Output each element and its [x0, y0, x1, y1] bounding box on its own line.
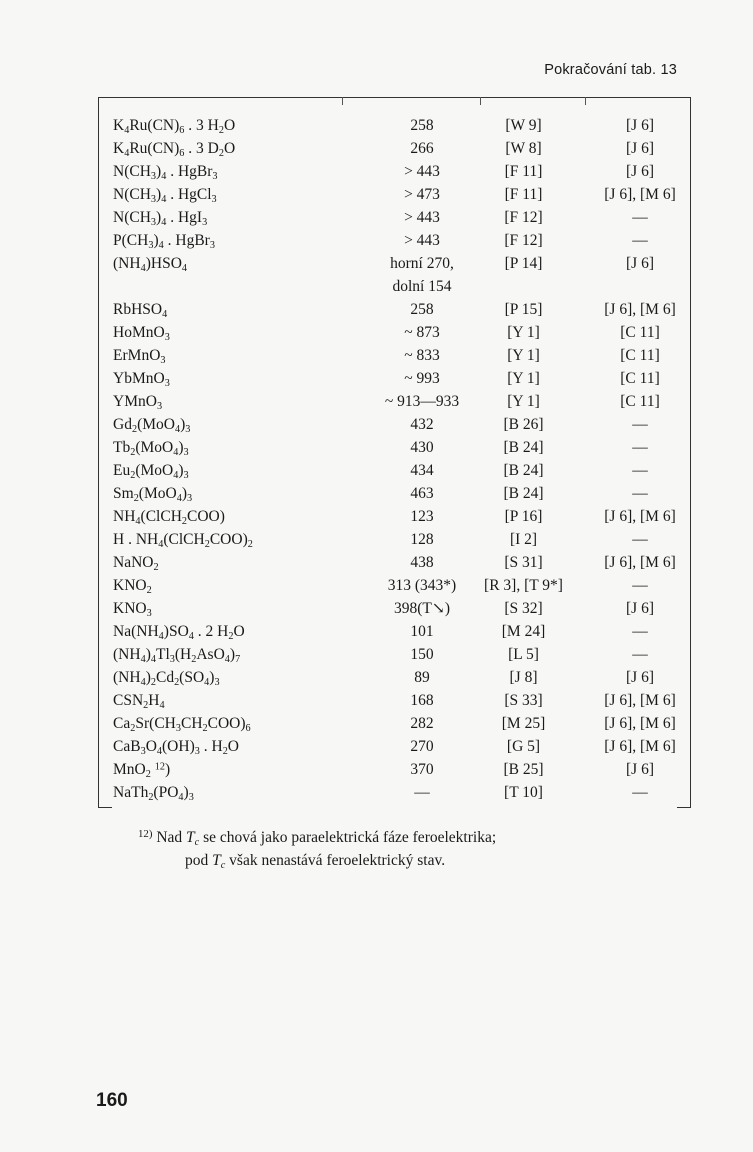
cell-reference: [G 5] — [506, 738, 541, 755]
cell-curie-temperature: 101 — [410, 623, 434, 640]
cell-reference: [J 8] — [509, 669, 538, 686]
cell-formula: $Gd_2(MoO_4)_3$ — [113, 416, 191, 436]
cell-reference: [W 8] — [505, 140, 542, 157]
cell-curie-temperature: ~ 913—933 — [384, 393, 460, 410]
table-row — [0, 735, 753, 758]
table-row — [0, 666, 753, 689]
cell-curie-temperature: 434 — [410, 462, 434, 479]
footnote-text-1: Nad $T_c$ se chová jako paraelektrická fáze feroelektrika; — [156, 829, 497, 849]
cell-formula: $(NH_4)_4Tl_3(H_2AsO_4)_7$ — [113, 646, 241, 666]
cell-formula: $(NH_4)HSO_4$ — [113, 255, 187, 275]
cell-curie-temperature: 258 — [410, 117, 434, 134]
cell-formula: H . $NH_4(ClCH_2COO)_2$ — [113, 531, 253, 551]
cell-curie-temperature: — — [414, 784, 430, 801]
table-frame-corner-left — [98, 807, 112, 808]
table-row — [0, 482, 753, 505]
cell-reference: [F 12] — [504, 232, 543, 249]
table-row — [0, 505, 753, 528]
cell-reference-secondary: [C 11] — [620, 370, 660, 387]
cell-formula: $P(CH_3)_4$ . HgBr$_3$ — [113, 232, 215, 252]
cell-reference: [B 26] — [503, 416, 544, 433]
cell-curie-temperature: 432 — [410, 416, 434, 433]
cell-reference: [M 25] — [501, 715, 546, 732]
footnote-mark: 12) — [138, 828, 153, 841]
cell-formula: $NaTh_2(PO_4)_3$ — [113, 784, 194, 804]
table-row — [0, 689, 753, 712]
table-row — [0, 183, 753, 206]
cell-curie-temperature: 128 — [410, 531, 434, 548]
cell-formula: RbHSO$_4$ — [113, 301, 168, 321]
footnote — [138, 826, 496, 872]
table-row — [0, 229, 753, 252]
cell-reference: [S 33] — [504, 692, 543, 709]
table-row — [0, 551, 753, 574]
cell-reference-secondary: — — [632, 485, 648, 502]
cell-reference-secondary: [C 11] — [620, 393, 660, 410]
cell-formula: MnO$_2$ $^{12}$) — [113, 761, 171, 781]
cell-curie-temperature: 266 — [410, 140, 434, 157]
cell-reference: [W 9] — [505, 117, 542, 134]
cell-reference-secondary: [J 6], [M 6] — [604, 715, 676, 732]
cell-formula: $KNO_2$ — [113, 577, 152, 597]
table-row — [0, 160, 753, 183]
cell-formula: $KNO_3$ — [113, 600, 152, 620]
column-separator — [585, 97, 586, 105]
cell-reference: [B 24] — [503, 462, 544, 479]
cell-reference: [M 24] — [501, 623, 546, 640]
table-row — [0, 597, 753, 620]
cell-curie-temperature: > 443 — [404, 232, 440, 249]
cell-reference-secondary: [J 6], [M 6] — [604, 301, 676, 318]
cell-reference: [Y 1] — [507, 393, 540, 410]
cell-formula: $N(CH_3)_4$ . HgBr$_3$ — [113, 163, 218, 183]
cell-curie-temperature: > 443 — [404, 163, 440, 180]
cell-formula: NaNO$_2$ — [113, 554, 159, 574]
cell-reference-secondary: [J 6], [M 6] — [604, 738, 676, 755]
cell-curie-temperature: 168 — [410, 692, 434, 709]
table-row — [0, 574, 753, 597]
cell-formula: $CSN_2H_4$ — [113, 692, 165, 712]
table-row — [0, 781, 753, 804]
table-row — [0, 275, 753, 298]
cell-formula: ErMnO$_3$ — [113, 347, 166, 367]
cell-reference-secondary: — — [632, 209, 648, 226]
cell-reference: [B 25] — [503, 761, 544, 778]
cell-reference-secondary: [J 6] — [626, 669, 654, 686]
cell-reference-secondary: — — [632, 577, 648, 594]
cell-reference-secondary: — — [632, 784, 648, 801]
cell-formula: $(NH_4)_2Cd_2(SO_4)_3$ — [113, 669, 220, 689]
cell-curie-temperature: ~ 833 — [404, 347, 440, 364]
cell-curie-temperature: dolní 154 — [392, 278, 452, 295]
cell-formula: $N(CH_3)_4$ . HgI$_3$ — [113, 209, 208, 229]
table-row — [0, 206, 753, 229]
column-separator — [480, 97, 481, 105]
cell-reference: [I 2] — [509, 531, 538, 548]
cell-reference-secondary: — — [632, 531, 648, 548]
cell-curie-temperature: 370 — [410, 761, 434, 778]
table-row — [0, 137, 753, 160]
cell-curie-temperature: 123 — [410, 508, 434, 525]
cell-reference: [B 24] — [503, 485, 544, 502]
cell-curie-temperature: 438 — [410, 554, 434, 571]
cell-formula: $Sm_2(MoO_4)_3$ — [113, 485, 193, 505]
cell-reference-secondary: [J 6] — [626, 761, 654, 778]
cell-curie-temperature: 270 — [410, 738, 434, 755]
cell-reference-secondary: [J 6], [M 6] — [604, 508, 676, 525]
table-row — [0, 758, 753, 781]
cell-reference: [S 31] — [504, 554, 543, 571]
cell-curie-temperature: 150 — [410, 646, 434, 663]
cell-reference-secondary: [J 6], [M 6] — [604, 692, 676, 709]
cell-curie-temperature: 282 — [410, 715, 434, 732]
cell-reference: [F 11] — [504, 186, 543, 203]
cell-reference: [B 24] — [503, 439, 544, 456]
cell-reference-secondary: [J 6] — [626, 117, 654, 134]
cell-curie-temperature: horní 270, — [390, 255, 454, 272]
cell-reference: [P 15] — [504, 301, 543, 318]
table-row — [0, 712, 753, 735]
page-number: 160 — [96, 1090, 128, 1111]
table-row — [0, 298, 753, 321]
cell-formula: $K_4Ru(CN)_6$ . 3 $H_2O$ — [113, 117, 236, 137]
cell-curie-temperature: 258 — [410, 301, 434, 318]
cell-reference: [F 11] — [504, 163, 543, 180]
table-row — [0, 436, 753, 459]
cell-formula: $Na(NH_4)SO_4$ . 2 $H_2O$ — [113, 623, 245, 643]
cell-formula: YbMnO$_3$ — [113, 370, 170, 390]
cell-reference-secondary: — — [632, 623, 648, 640]
footnote-line-2: pod $T_c$ však nenastává feroelektrický stav. — [185, 852, 446, 872]
table-row — [0, 620, 753, 643]
cell-reference: [P 16] — [504, 508, 543, 525]
cell-reference-secondary: [J 6], [M 6] — [604, 554, 676, 571]
cell-reference-secondary: — — [632, 462, 648, 479]
table-row — [0, 252, 753, 275]
table-row — [0, 321, 753, 344]
cell-reference: [S 32] — [504, 600, 543, 617]
cell-formula: HoMnO$_3$ — [113, 324, 170, 344]
cell-reference-secondary: [J 6], [M 6] — [604, 186, 676, 203]
cell-reference-secondary: [J 6] — [626, 600, 654, 617]
table-row — [0, 367, 753, 390]
cell-curie-temperature: 463 — [410, 485, 434, 502]
cell-reference-secondary: — — [632, 416, 648, 433]
table-frame-corner-right — [677, 807, 691, 808]
cell-reference-secondary: — — [632, 646, 648, 663]
cell-reference-secondary: [J 6] — [626, 163, 654, 180]
cell-reference-secondary: — — [632, 232, 648, 249]
cell-formula: $Eu_2(MoO_4)_3$ — [113, 462, 189, 482]
cell-reference: [L 5] — [508, 646, 539, 663]
cell-curie-temperature: 430 — [410, 439, 434, 456]
cell-formula: $Ca_2Sr(CH_3CH_2COO)_6$ — [113, 715, 251, 735]
continuation-header: Pokračování tab. 13 — [544, 62, 677, 78]
cell-curie-temperature: > 443 — [404, 209, 440, 226]
cell-reference-secondary: [J 6] — [626, 140, 654, 157]
cell-reference-secondary: [C 11] — [620, 324, 660, 341]
cell-reference: [F 12] — [504, 209, 543, 226]
cell-reference: [T 10] — [504, 784, 543, 801]
cell-curie-temperature: 398(T↘) — [393, 600, 451, 617]
cell-formula: YMnO$_3$ — [113, 393, 163, 413]
cell-formula: $N(CH_3)_4$ . HgCl$_3$ — [113, 186, 217, 206]
cell-curie-temperature: > 473 — [404, 186, 440, 203]
cell-formula: $K_4Ru(CN)_6$ . 3 $D_2O$ — [113, 140, 236, 160]
table-row — [0, 344, 753, 367]
table-row — [0, 114, 753, 137]
cell-reference: [Y 1] — [507, 370, 540, 387]
cell-formula: $NH_4(ClCH_2COO)$ — [113, 508, 225, 528]
table-row — [0, 528, 753, 551]
cell-reference-secondary: [C 11] — [620, 347, 660, 364]
cell-curie-temperature: 89 — [414, 669, 430, 686]
cell-formula: $Tb_2(MoO_4)_3$ — [113, 439, 189, 459]
cell-reference: [Y 1] — [507, 347, 540, 364]
cell-reference-secondary: [J 6] — [626, 255, 654, 272]
table-row — [0, 390, 753, 413]
cell-reference: [Y 1] — [507, 324, 540, 341]
cell-reference: [P 14] — [504, 255, 543, 272]
cell-reference: [R 3], [T 9*] — [484, 577, 563, 594]
cell-curie-temperature: ~ 993 — [404, 370, 440, 387]
cell-formula: $CaB_3O_4(OH)_3$ . $H_2O$ — [113, 738, 239, 758]
cell-curie-temperature: 313 (343*) — [387, 577, 457, 594]
table-row — [0, 413, 753, 436]
cell-curie-temperature: ~ 873 — [404, 324, 440, 341]
footnote-line-1 — [138, 826, 496, 849]
cell-reference-secondary: — — [632, 439, 648, 456]
table-row — [0, 459, 753, 482]
column-separator — [342, 97, 343, 105]
table-row — [0, 643, 753, 666]
